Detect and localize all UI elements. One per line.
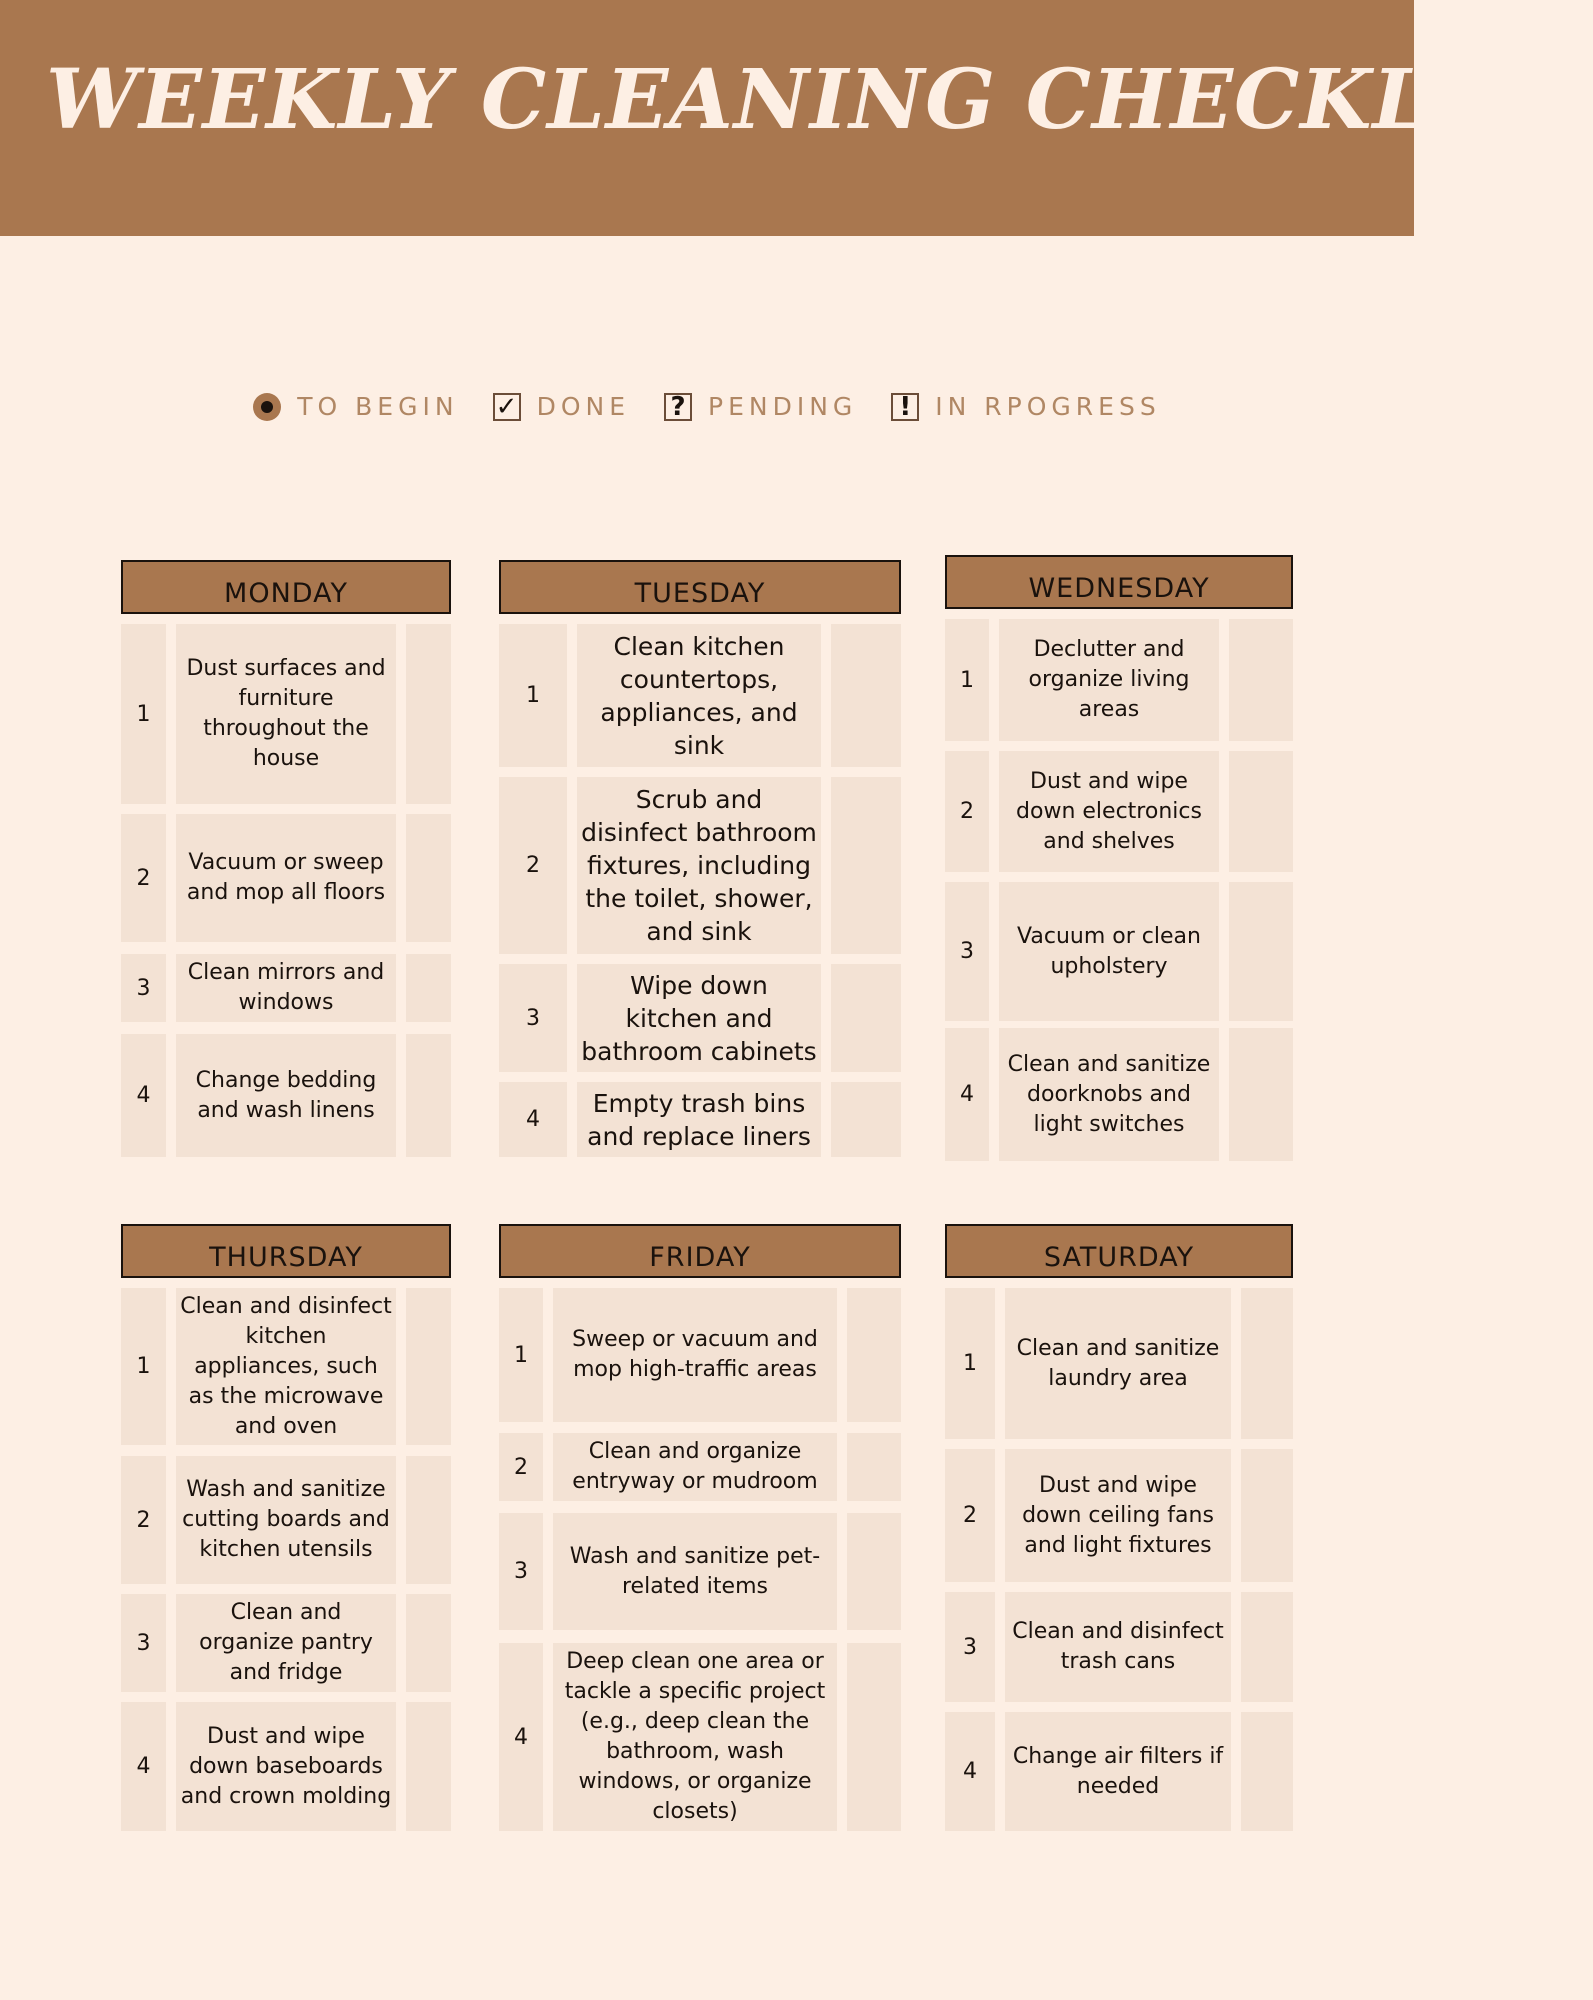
task-row	[945, 1449, 1293, 1582]
task-number: 4	[945, 1712, 995, 1831]
status-checkbox[interactable]	[1229, 882, 1293, 1021]
task-text: Wash and sanitize cutting boards and kitchen utensils	[176, 1456, 396, 1584]
status-checkbox[interactable]	[847, 1433, 901, 1501]
task-text: Empty trash bins and replace liners	[577, 1082, 821, 1157]
task-row	[121, 1034, 451, 1157]
status-checkbox[interactable]	[406, 814, 451, 942]
task-text: Clean and organize pantry and fridge	[176, 1594, 396, 1692]
task-row	[121, 624, 451, 804]
task-number: 1	[121, 1288, 166, 1445]
checkmark-box-icon: ✓	[493, 393, 521, 421]
task-row	[121, 1456, 451, 1584]
day-header: MONDAY	[121, 560, 451, 614]
task-row	[499, 1082, 901, 1157]
task-row	[945, 1028, 1293, 1161]
task-text: Change air filters if needed	[1005, 1712, 1231, 1831]
task-text: Dust and wipe down electronics and shelves	[999, 751, 1219, 872]
day-card-tuesday	[499, 560, 901, 1158]
task-row	[499, 964, 901, 1072]
task-row	[945, 1712, 1293, 1831]
task-text: Scrub and disinfect bathroom fixtures, including the toilet, shower, and sink	[577, 777, 821, 954]
day-header: SATURDAY	[945, 1224, 1293, 1278]
task-row	[121, 1594, 451, 1692]
page-title: WEEKLY CLEANING CHECKLIST	[46, 52, 1593, 148]
exclamation-box-icon: !	[891, 393, 919, 421]
status-legend	[0, 392, 1414, 421]
task-text: Wash and sanitize pet-related items	[553, 1513, 837, 1630]
task-row	[945, 1592, 1293, 1702]
status-checkbox[interactable]	[1241, 1712, 1293, 1831]
task-text: Clean and sanitize laundry area	[1005, 1288, 1231, 1439]
legend-label: DONE	[536, 392, 630, 421]
task-number: 3	[499, 964, 567, 1072]
task-number: 1	[945, 1288, 995, 1439]
task-text: Clean and disinfect kitchen appliances, such as the microwave and oven	[176, 1288, 396, 1445]
task-text: Dust and wipe down ceiling fans and light fixtures	[1005, 1449, 1231, 1582]
task-number: 2	[121, 1456, 166, 1584]
task-text: Sweep or vacuum and mop high-traffic areas	[553, 1288, 837, 1422]
day-header: TUESDAY	[499, 560, 901, 614]
task-number: 1	[121, 624, 166, 804]
status-checkbox[interactable]	[1241, 1288, 1293, 1439]
legend-label: PENDING	[708, 392, 858, 421]
legend-item-to-begin	[253, 392, 458, 421]
task-number: 1	[945, 619, 989, 741]
task-number: 4	[121, 1034, 166, 1157]
task-number: 4	[121, 1702, 166, 1831]
status-checkbox[interactable]	[406, 1288, 451, 1445]
task-row	[945, 882, 1293, 1021]
task-number: 3	[121, 1594, 166, 1692]
task-text: Clean and organize entryway or mudroom	[553, 1433, 837, 1501]
status-checkbox[interactable]	[406, 1702, 451, 1831]
status-checkbox[interactable]	[1229, 1028, 1293, 1161]
day-header: WEDNESDAY	[945, 555, 1293, 609]
status-checkbox[interactable]	[847, 1643, 901, 1831]
day-header: THURSDAY	[121, 1224, 451, 1278]
task-row	[121, 1702, 451, 1831]
task-row	[945, 619, 1293, 741]
legend-item-pending	[664, 392, 857, 421]
status-checkbox[interactable]	[1229, 751, 1293, 872]
task-row	[945, 751, 1293, 872]
status-checkbox[interactable]	[831, 777, 901, 954]
day-card-monday	[121, 560, 451, 1158]
task-number: 2	[499, 1433, 543, 1501]
status-checkbox[interactable]	[847, 1513, 901, 1630]
task-text: Vacuum or sweep and mop all floors	[176, 814, 396, 942]
status-checkbox[interactable]	[831, 964, 901, 1072]
status-checkbox[interactable]	[406, 1594, 451, 1692]
task-text: Dust surfaces and furniture throughout the house	[176, 624, 396, 804]
status-checkbox[interactable]	[1229, 619, 1293, 741]
legend-label: TO BEGIN	[297, 392, 459, 421]
legend-item-done	[493, 392, 630, 421]
status-checkbox[interactable]	[1241, 1449, 1293, 1582]
task-number: 2	[945, 1449, 995, 1582]
task-number: 4	[945, 1028, 989, 1161]
task-number: 3	[945, 1592, 995, 1702]
task-row	[121, 814, 451, 942]
status-checkbox[interactable]	[831, 1082, 901, 1157]
task-text: Dust and wipe down baseboards and crown molding	[176, 1702, 396, 1831]
task-number: 3	[499, 1513, 543, 1630]
task-text: Clean and sanitize doorknobs and light switches	[999, 1028, 1219, 1161]
task-text: Deep clean one area or tackle a specific project (e.g., deep clean the bathroom, wash windows, or organize closets)	[553, 1643, 837, 1831]
task-row	[499, 1643, 901, 1831]
filled-circle-icon	[253, 393, 281, 421]
task-number: 1	[499, 624, 567, 767]
task-row	[945, 1288, 1293, 1439]
task-row	[499, 624, 901, 767]
task-number: 3	[945, 882, 989, 1021]
task-row	[121, 1288, 451, 1445]
day-card-friday	[499, 1224, 901, 1832]
task-row	[499, 1513, 901, 1630]
task-text: Clean mirrors and windows	[176, 954, 396, 1022]
status-checkbox[interactable]	[1241, 1592, 1293, 1702]
task-text: Change bedding and wash linens	[176, 1034, 396, 1157]
task-row	[499, 777, 901, 954]
status-checkbox[interactable]	[847, 1288, 901, 1422]
task-number: 2	[945, 751, 989, 872]
day-card-wednesday	[945, 555, 1293, 1161]
day-card-thursday	[121, 1224, 451, 1832]
task-number: 4	[499, 1643, 543, 1831]
task-text: Clean kitchen countertops, appliances, and sink	[577, 624, 821, 767]
day-card-saturday	[945, 1224, 1293, 1832]
status-checkbox[interactable]	[406, 624, 451, 804]
task-row	[121, 954, 451, 1022]
status-checkbox[interactable]	[406, 1034, 451, 1157]
task-text: Vacuum or clean upholstery	[999, 882, 1219, 1021]
legend-label: IN RPOGRESS	[935, 392, 1161, 421]
task-row	[499, 1288, 901, 1422]
task-number: 4	[499, 1082, 567, 1157]
task-text: Wipe down kitchen and bathroom cabinets	[577, 964, 821, 1072]
day-header: FRIDAY	[499, 1224, 901, 1278]
task-text: Clean and disinfect trash cans	[1005, 1592, 1231, 1702]
task-number: 3	[121, 954, 166, 1022]
status-checkbox[interactable]	[831, 624, 901, 767]
task-number: 2	[121, 814, 166, 942]
task-text: Declutter and organize living areas	[999, 619, 1219, 741]
legend-item-in-progress	[891, 392, 1160, 421]
task-number: 1	[499, 1288, 543, 1422]
task-number: 2	[499, 777, 567, 954]
question-box-icon: ?	[664, 393, 692, 421]
task-row	[499, 1433, 901, 1501]
status-checkbox[interactable]	[406, 954, 451, 1022]
status-checkbox[interactable]	[406, 1456, 451, 1584]
